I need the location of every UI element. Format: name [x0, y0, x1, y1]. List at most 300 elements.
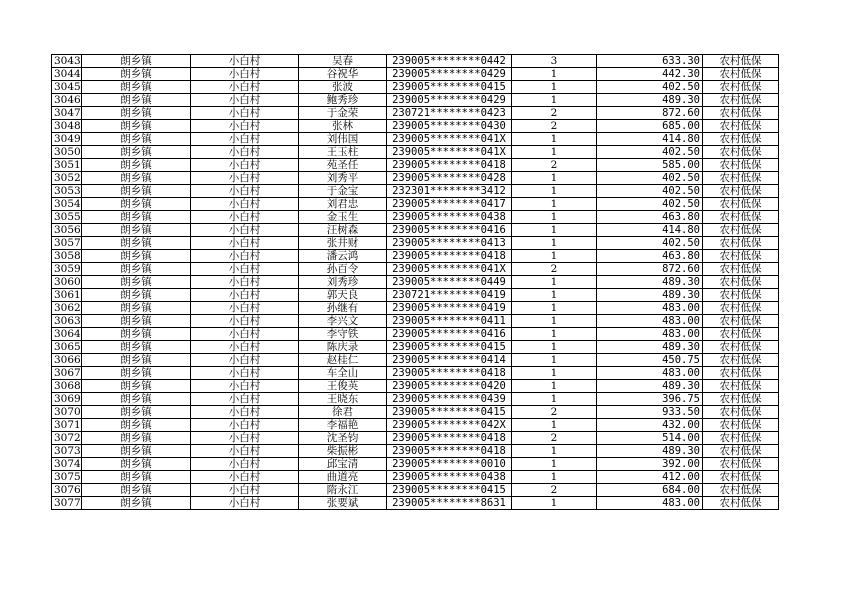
amount-cell: 442.30 — [597, 68, 703, 81]
household-size-cell: 1 — [512, 94, 597, 107]
assistance-type-cell: 农村低保 — [703, 250, 779, 263]
assistance-type-cell: 农村低保 — [703, 146, 779, 159]
household-size-cell: 1 — [512, 172, 597, 185]
assistance-type-cell: 农村低保 — [703, 107, 779, 120]
table-row — [52, 159, 779, 172]
village-cell: 小白村 — [191, 367, 299, 380]
id-number-cell: 239005********0429 — [387, 68, 512, 81]
row-number: 3065 — [52, 341, 82, 354]
amount-cell: 402.50 — [597, 237, 703, 250]
row-number: 3068 — [52, 380, 82, 393]
amount-cell: 432.00 — [597, 419, 703, 432]
household-size-cell: 1 — [512, 211, 597, 224]
row-number: 3062 — [52, 302, 82, 315]
village-cell: 小白村 — [191, 263, 299, 276]
name-cell: 于金宝 — [299, 185, 387, 198]
household-size-cell: 2 — [512, 120, 597, 133]
town-cell: 朗乡镇 — [82, 484, 191, 497]
assistance-type-cell: 农村低保 — [703, 68, 779, 81]
village-cell: 小白村 — [191, 120, 299, 133]
table-row — [52, 276, 779, 289]
name-cell: 柴振彬 — [299, 445, 387, 458]
row-number: 3056 — [52, 224, 82, 237]
name-cell: 徐君 — [299, 406, 387, 419]
table-row — [52, 406, 779, 419]
town-cell: 朗乡镇 — [82, 445, 191, 458]
amount-cell: 684.00 — [597, 484, 703, 497]
town-cell: 朗乡镇 — [82, 237, 191, 250]
id-number-cell: 239005********0419 — [387, 302, 512, 315]
table-row — [52, 211, 779, 224]
id-number-cell: 239005********0449 — [387, 276, 512, 289]
village-cell: 小白村 — [191, 471, 299, 484]
household-size-cell: 1 — [512, 289, 597, 302]
id-number-cell: 239005********0411 — [387, 315, 512, 328]
town-cell: 朗乡镇 — [82, 328, 191, 341]
row-number: 3043 — [52, 55, 82, 68]
row-number: 3060 — [52, 276, 82, 289]
id-number-cell: 239005********0430 — [387, 120, 512, 133]
name-cell: 刘秀珍 — [299, 276, 387, 289]
town-cell: 朗乡镇 — [82, 406, 191, 419]
id-number-cell: 239005********0416 — [387, 224, 512, 237]
name-cell: 李守铁 — [299, 328, 387, 341]
row-number: 3057 — [52, 237, 82, 250]
id-number-cell: 239005********0418 — [387, 367, 512, 380]
id-number-cell: 239005********042X — [387, 419, 512, 432]
assistance-type-cell: 农村低保 — [703, 159, 779, 172]
table-row — [52, 458, 779, 471]
table-row — [52, 419, 779, 432]
table-row — [52, 250, 779, 263]
household-size-cell: 2 — [512, 484, 597, 497]
amount-cell: 489.30 — [597, 289, 703, 302]
table-row — [52, 341, 779, 354]
household-size-cell: 1 — [512, 81, 597, 94]
id-number-cell: 239005********0416 — [387, 328, 512, 341]
village-cell: 小白村 — [191, 328, 299, 341]
village-cell: 小白村 — [191, 211, 299, 224]
village-cell: 小白村 — [191, 354, 299, 367]
id-number-cell: 239005********041X — [387, 133, 512, 146]
village-cell: 小白村 — [191, 302, 299, 315]
town-cell: 朗乡镇 — [82, 68, 191, 81]
row-number: 3073 — [52, 445, 82, 458]
town-cell: 朗乡镇 — [82, 276, 191, 289]
table-row — [52, 354, 779, 367]
row-number: 3072 — [52, 432, 82, 445]
name-cell: 刘伟国 — [299, 133, 387, 146]
town-cell: 朗乡镇 — [82, 224, 191, 237]
name-cell: 苑圣任 — [299, 159, 387, 172]
amount-cell: 585.00 — [597, 159, 703, 172]
village-cell: 小白村 — [191, 484, 299, 497]
name-cell: 陈庆录 — [299, 341, 387, 354]
name-cell: 谷祝华 — [299, 68, 387, 81]
id-number-cell: 239005********0413 — [387, 237, 512, 250]
amount-cell: 483.00 — [597, 302, 703, 315]
town-cell: 朗乡镇 — [82, 315, 191, 328]
amount-cell: 412.00 — [597, 471, 703, 484]
assistance-type-cell: 农村低保 — [703, 393, 779, 406]
household-size-cell: 1 — [512, 133, 597, 146]
table-row — [52, 471, 779, 484]
amount-cell: 872.60 — [597, 107, 703, 120]
household-size-cell: 1 — [512, 393, 597, 406]
assistance-type-cell: 农村低保 — [703, 81, 779, 94]
row-number: 3074 — [52, 458, 82, 471]
town-cell: 朗乡镇 — [82, 419, 191, 432]
id-number-cell: 239005********0438 — [387, 471, 512, 484]
row-number: 3076 — [52, 484, 82, 497]
village-cell: 小白村 — [191, 185, 299, 198]
assistance-type-cell: 农村低保 — [703, 328, 779, 341]
row-number: 3049 — [52, 133, 82, 146]
name-cell: 赵桂仁 — [299, 354, 387, 367]
household-size-cell: 1 — [512, 185, 597, 198]
town-cell: 朗乡镇 — [82, 432, 191, 445]
id-number-cell: 239005********0442 — [387, 55, 512, 68]
id-number-cell: 239005********0414 — [387, 354, 512, 367]
name-cell: 于金荣 — [299, 107, 387, 120]
id-number-cell: 239005********0418 — [387, 159, 512, 172]
name-cell: 潘云鸿 — [299, 250, 387, 263]
village-cell: 小白村 — [191, 341, 299, 354]
village-cell: 小白村 — [191, 198, 299, 211]
name-cell: 张要斌 — [299, 497, 387, 510]
row-number: 3064 — [52, 328, 82, 341]
name-cell: 孙继有 — [299, 302, 387, 315]
assistance-type-cell: 农村低保 — [703, 341, 779, 354]
id-number-cell: 239005********0438 — [387, 211, 512, 224]
table-row — [52, 315, 779, 328]
household-size-cell: 1 — [512, 419, 597, 432]
name-cell: 邱宝清 — [299, 458, 387, 471]
amount-cell: 402.50 — [597, 172, 703, 185]
row-number: 3047 — [52, 107, 82, 120]
name-cell: 吴春 — [299, 55, 387, 68]
village-cell: 小白村 — [191, 315, 299, 328]
amount-cell: 489.30 — [597, 380, 703, 393]
household-size-cell: 1 — [512, 302, 597, 315]
name-cell: 张林 — [299, 120, 387, 133]
row-number: 3044 — [52, 68, 82, 81]
town-cell: 朗乡镇 — [82, 263, 191, 276]
row-number: 3066 — [52, 354, 82, 367]
assistance-type-cell: 农村低保 — [703, 263, 779, 276]
table-row — [52, 328, 779, 341]
row-number: 3058 — [52, 250, 82, 263]
amount-cell: 483.00 — [597, 497, 703, 510]
row-number: 3075 — [52, 471, 82, 484]
id-number-cell: 239005********0418 — [387, 432, 512, 445]
row-number: 3059 — [52, 263, 82, 276]
id-number-cell: 239005********0415 — [387, 406, 512, 419]
table-row — [52, 107, 779, 120]
table-row — [52, 68, 779, 81]
village-cell: 小白村 — [191, 55, 299, 68]
town-cell: 朗乡镇 — [82, 172, 191, 185]
village-cell: 小白村 — [191, 458, 299, 471]
village-cell: 小白村 — [191, 276, 299, 289]
village-cell: 小白村 — [191, 406, 299, 419]
assistance-type-cell: 农村低保 — [703, 55, 779, 68]
table-row — [52, 81, 779, 94]
row-number: 3052 — [52, 172, 82, 185]
household-size-cell: 1 — [512, 445, 597, 458]
household-size-cell: 1 — [512, 68, 597, 81]
amount-cell: 396.75 — [597, 393, 703, 406]
assistance-type-cell: 农村低保 — [703, 133, 779, 146]
name-cell: 车全山 — [299, 367, 387, 380]
village-cell: 小白村 — [191, 94, 299, 107]
assistance-type-cell: 农村低保 — [703, 367, 779, 380]
household-size-cell: 1 — [512, 315, 597, 328]
household-size-cell: 2 — [512, 432, 597, 445]
amount-cell: 463.80 — [597, 250, 703, 263]
assistance-type-cell: 农村低保 — [703, 120, 779, 133]
amount-cell: 489.30 — [597, 276, 703, 289]
town-cell: 朗乡镇 — [82, 458, 191, 471]
table-row — [52, 393, 779, 406]
amount-cell: 402.50 — [597, 185, 703, 198]
id-number-cell: 239005********8631 — [387, 497, 512, 510]
name-cell: 曲道亮 — [299, 471, 387, 484]
row-number: 3053 — [52, 185, 82, 198]
id-number-cell: 239005********0417 — [387, 198, 512, 211]
assistance-type-cell: 农村低保 — [703, 445, 779, 458]
name-cell: 沈圣钧 — [299, 432, 387, 445]
row-number: 3045 — [52, 81, 82, 94]
row-number: 3054 — [52, 198, 82, 211]
table-row — [52, 120, 779, 133]
table-row — [52, 380, 779, 393]
amount-cell: 489.30 — [597, 445, 703, 458]
town-cell: 朗乡镇 — [82, 302, 191, 315]
name-cell: 鲍秀珍 — [299, 94, 387, 107]
table-row — [52, 133, 779, 146]
assistance-type-cell: 农村低保 — [703, 419, 779, 432]
village-cell: 小白村 — [191, 237, 299, 250]
amount-cell: 489.30 — [597, 341, 703, 354]
assistance-type-cell: 农村低保 — [703, 315, 779, 328]
name-cell: 李福艳 — [299, 419, 387, 432]
assistance-type-cell: 农村低保 — [703, 354, 779, 367]
row-number: 3077 — [52, 497, 82, 510]
town-cell: 朗乡镇 — [82, 185, 191, 198]
name-cell: 孙百令 — [299, 263, 387, 276]
table-row — [52, 55, 779, 68]
town-cell: 朗乡镇 — [82, 497, 191, 510]
row-number: 3070 — [52, 406, 82, 419]
row-number: 3061 — [52, 289, 82, 302]
town-cell: 朗乡镇 — [82, 55, 191, 68]
assistance-type-cell: 农村低保 — [703, 185, 779, 198]
assistance-type-cell: 农村低保 — [703, 471, 779, 484]
village-cell: 小白村 — [191, 81, 299, 94]
table-row — [52, 94, 779, 107]
amount-cell: 514.00 — [597, 432, 703, 445]
village-cell: 小白村 — [191, 419, 299, 432]
town-cell: 朗乡镇 — [82, 211, 191, 224]
household-size-cell: 1 — [512, 354, 597, 367]
table-row — [52, 224, 779, 237]
assistance-type-cell: 农村低保 — [703, 302, 779, 315]
id-number-cell: 239005********0439 — [387, 393, 512, 406]
table-row — [52, 172, 779, 185]
household-size-cell: 1 — [512, 237, 597, 250]
amount-cell: 872.60 — [597, 263, 703, 276]
id-number-cell: 239005********0420 — [387, 380, 512, 393]
table-row — [52, 237, 779, 250]
name-cell: 刘秀平 — [299, 172, 387, 185]
amount-cell: 402.50 — [597, 146, 703, 159]
assistance-type-cell: 农村低保 — [703, 172, 779, 185]
village-cell: 小白村 — [191, 172, 299, 185]
row-number: 3050 — [52, 146, 82, 159]
amount-cell: 414.80 — [597, 133, 703, 146]
household-size-cell: 1 — [512, 146, 597, 159]
assistance-type-cell: 农村低保 — [703, 237, 779, 250]
household-size-cell: 1 — [512, 367, 597, 380]
table-row — [52, 497, 779, 510]
row-number: 3055 — [52, 211, 82, 224]
id-number-cell: 239005********0428 — [387, 172, 512, 185]
village-cell: 小白村 — [191, 159, 299, 172]
amount-cell: 483.00 — [597, 315, 703, 328]
assistance-type-cell: 农村低保 — [703, 276, 779, 289]
assistance-table — [51, 54, 779, 510]
name-cell: 王玉柱 — [299, 146, 387, 159]
id-number-cell: 239005********0429 — [387, 94, 512, 107]
id-number-cell: 239005********0418 — [387, 445, 512, 458]
village-cell: 小白村 — [191, 133, 299, 146]
household-size-cell: 2 — [512, 406, 597, 419]
row-number: 3046 — [52, 94, 82, 107]
assistance-type-cell: 农村低保 — [703, 380, 779, 393]
amount-cell: 633.30 — [597, 55, 703, 68]
village-cell: 小白村 — [191, 224, 299, 237]
id-number-cell: 239005********041X — [387, 146, 512, 159]
table-row — [52, 484, 779, 497]
name-cell: 隋永江 — [299, 484, 387, 497]
assistance-type-cell: 农村低保 — [703, 406, 779, 419]
row-number: 3048 — [52, 120, 82, 133]
assistance-type-cell: 农村低保 — [703, 484, 779, 497]
id-number-cell: 239005********0415 — [387, 484, 512, 497]
assistance-type-cell: 农村低保 — [703, 497, 779, 510]
name-cell: 刘君忠 — [299, 198, 387, 211]
row-number: 3051 — [52, 159, 82, 172]
table-row — [52, 432, 779, 445]
assistance-type-cell: 农村低保 — [703, 211, 779, 224]
amount-cell: 489.30 — [597, 94, 703, 107]
assistance-type-cell: 农村低保 — [703, 458, 779, 471]
id-number-cell: 239005********0418 — [387, 250, 512, 263]
id-number-cell: 230721********0423 — [387, 107, 512, 120]
table-row — [52, 367, 779, 380]
name-cell: 郭天良 — [299, 289, 387, 302]
household-size-cell: 1 — [512, 458, 597, 471]
village-cell: 小白村 — [191, 289, 299, 302]
household-size-cell: 2 — [512, 159, 597, 172]
table-row — [52, 445, 779, 458]
table-row — [52, 185, 779, 198]
household-size-cell: 1 — [512, 224, 597, 237]
amount-cell: 933.50 — [597, 406, 703, 419]
name-cell: 金玉生 — [299, 211, 387, 224]
name-cell: 王晓东 — [299, 393, 387, 406]
amount-cell: 402.50 — [597, 81, 703, 94]
household-size-cell: 1 — [512, 328, 597, 341]
id-number-cell: 239005********0415 — [387, 341, 512, 354]
town-cell: 朗乡镇 — [82, 367, 191, 380]
town-cell: 朗乡镇 — [82, 198, 191, 211]
town-cell: 朗乡镇 — [82, 94, 191, 107]
town-cell: 朗乡镇 — [82, 120, 191, 133]
assistance-type-cell: 农村低保 — [703, 432, 779, 445]
amount-cell: 414.80 — [597, 224, 703, 237]
village-cell: 小白村 — [191, 497, 299, 510]
household-size-cell: 2 — [512, 263, 597, 276]
assistance-type-cell: 农村低保 — [703, 289, 779, 302]
row-number: 3063 — [52, 315, 82, 328]
household-size-cell: 1 — [512, 250, 597, 263]
name-cell: 李兴文 — [299, 315, 387, 328]
village-cell: 小白村 — [191, 393, 299, 406]
household-size-cell: 3 — [512, 55, 597, 68]
row-number: 3071 — [52, 419, 82, 432]
name-cell: 王俊英 — [299, 380, 387, 393]
household-size-cell: 1 — [512, 276, 597, 289]
table-row — [52, 289, 779, 302]
table-body — [52, 55, 779, 510]
town-cell: 朗乡镇 — [82, 341, 191, 354]
assistance-type-cell: 农村低保 — [703, 224, 779, 237]
town-cell: 朗乡镇 — [82, 393, 191, 406]
village-cell: 小白村 — [191, 432, 299, 445]
amount-cell: 483.00 — [597, 328, 703, 341]
amount-cell: 685.00 — [597, 120, 703, 133]
id-number-cell: 232301********3412 — [387, 185, 512, 198]
amount-cell: 402.50 — [597, 198, 703, 211]
village-cell: 小白村 — [191, 250, 299, 263]
household-size-cell: 2 — [512, 107, 597, 120]
village-cell: 小白村 — [191, 380, 299, 393]
town-cell: 朗乡镇 — [82, 146, 191, 159]
town-cell: 朗乡镇 — [82, 380, 191, 393]
household-size-cell: 1 — [512, 198, 597, 211]
table-row — [52, 263, 779, 276]
amount-cell: 392.00 — [597, 458, 703, 471]
row-number: 3069 — [52, 393, 82, 406]
id-number-cell: 230721********0419 — [387, 289, 512, 302]
household-size-cell: 1 — [512, 471, 597, 484]
household-size-cell: 1 — [512, 380, 597, 393]
assistance-type-cell: 农村低保 — [703, 94, 779, 107]
row-number: 3067 — [52, 367, 82, 380]
name-cell: 张井财 — [299, 237, 387, 250]
town-cell: 朗乡镇 — [82, 107, 191, 120]
table-row — [52, 198, 779, 211]
assistance-type-cell: 农村低保 — [703, 198, 779, 211]
household-size-cell: 1 — [512, 341, 597, 354]
village-cell: 小白村 — [191, 146, 299, 159]
id-number-cell: 239005********0010 — [387, 458, 512, 471]
name-cell: 汪树森 — [299, 224, 387, 237]
table-row — [52, 146, 779, 159]
amount-cell: 483.00 — [597, 367, 703, 380]
